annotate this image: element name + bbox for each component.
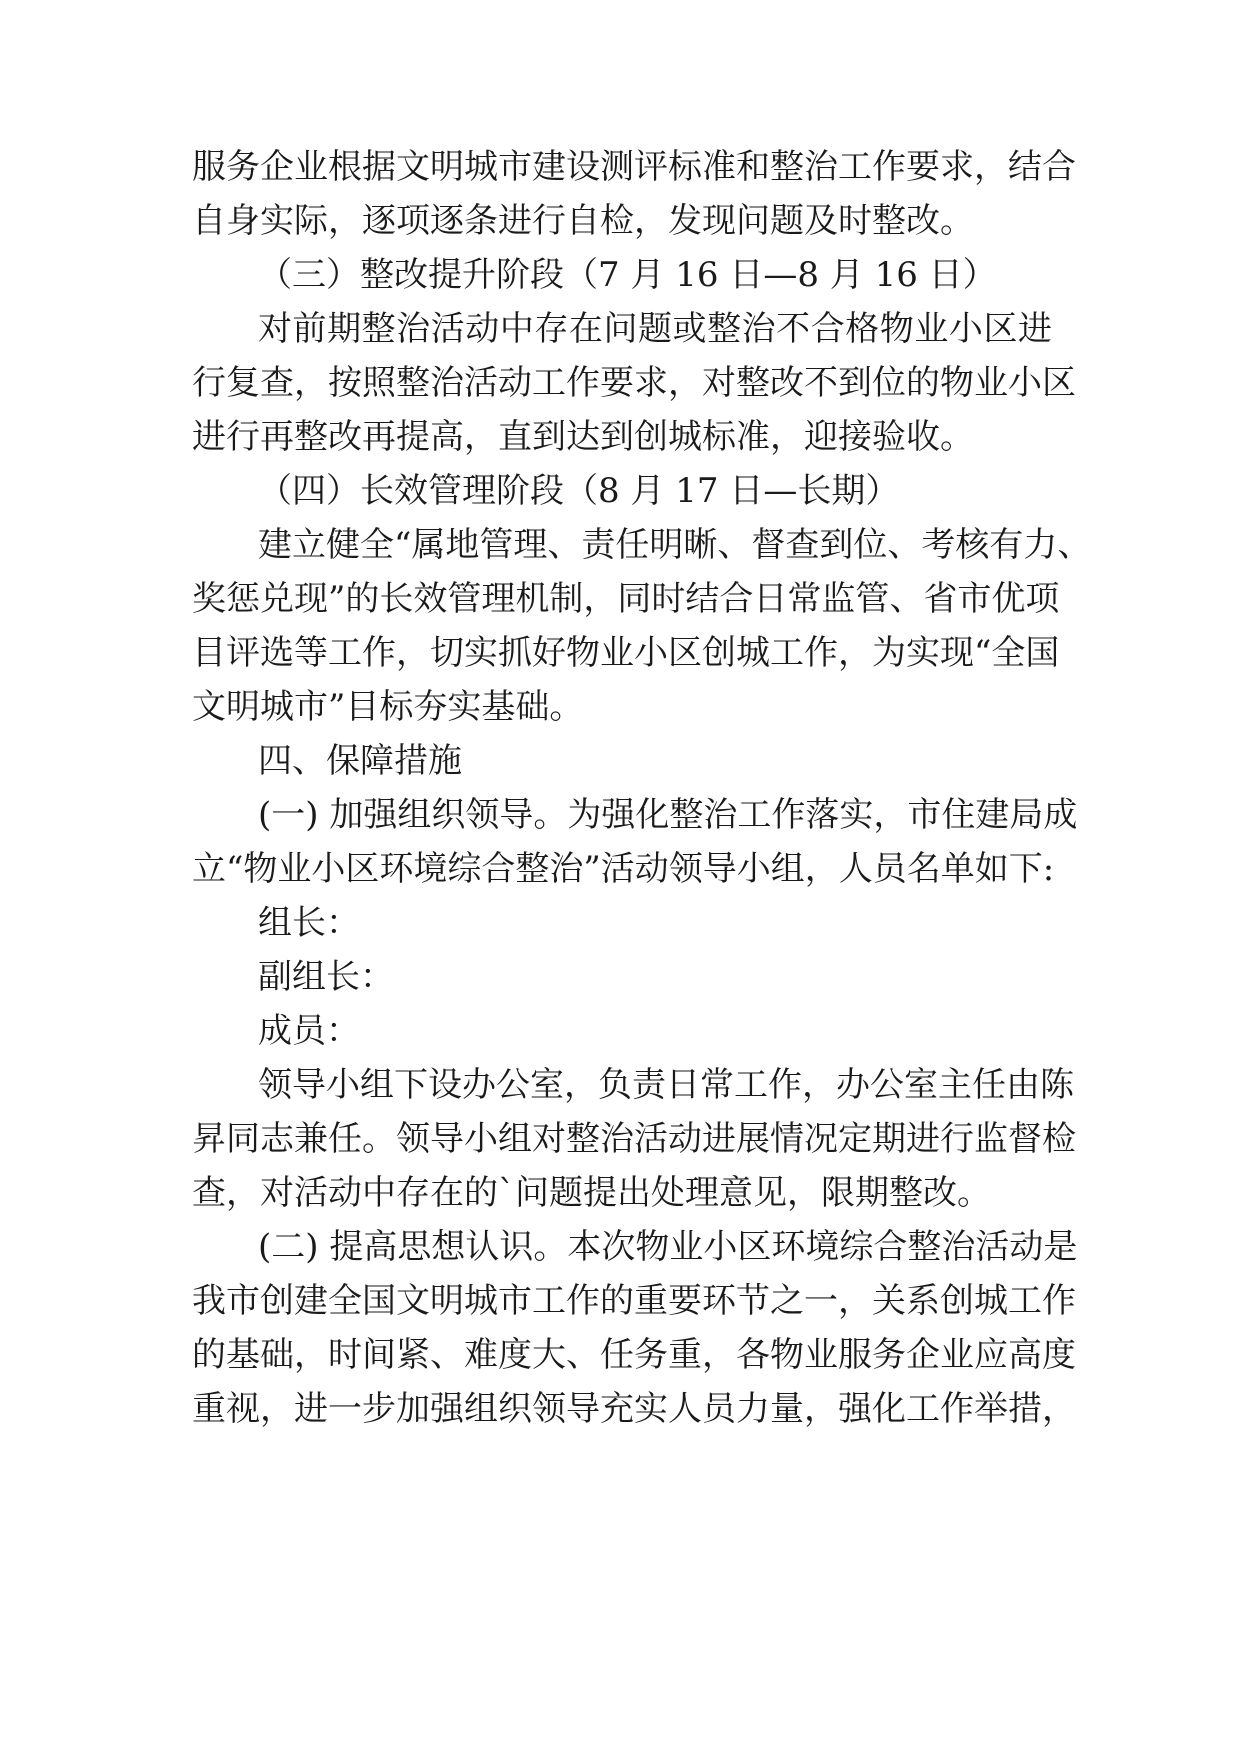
paragraph-line: 奖惩兑现”的长效管理机制，同时结合日常监管、省市优项: [192, 579, 1060, 619]
paragraph-line: 立“物业小区环境综合整治”活动领导小组，人员名单如下:: [192, 849, 1055, 889]
paragraph-line: 进行再整改再提高，直到达到创城标准，迎接验收。: [192, 417, 974, 457]
paragraph-line: (一) 加强组织领导。为强化整治工作落实，市住建局成: [258, 795, 1078, 835]
paragraph-line: 昇同志兼任。领导小组对整治活动进展情况定期进行监督检: [192, 1119, 1076, 1159]
paragraph-line: 服务企业根据文明城市建设测评标准和整治工作要求，结合: [192, 147, 1076, 187]
member-label: 组长：: [258, 903, 360, 943]
member-label: 副组长：: [258, 957, 394, 997]
paragraph-line: (二) 提高思想认识。本次物业小区环境综合整治活动是: [258, 1227, 1078, 1267]
paragraph-line: 目评选等工作，切实抓好物业小区创城工作，为实现“全国: [192, 633, 1060, 673]
paragraph-line: 建立健全“属地管理、责任明晰、督查到位、考核有力、: [258, 525, 1092, 565]
paragraph-line: 重视，进一步加强组织领导充实人员力量，强化工作举措，: [192, 1389, 1076, 1429]
paragraph-line: 行复查，按照整治活动工作要求，对整改不到位的物业小区: [192, 363, 1076, 403]
section-heading: 四、保障措施: [258, 741, 462, 781]
paragraph-line: 领导小组下设办公室，负责日常工作，办公室主任由陈: [258, 1065, 1074, 1105]
section-heading: （三）整改提升阶段（7 月 16 日—8 月 16 日）: [258, 255, 997, 295]
paragraph-line: 文明城市”目标夯实基础。: [192, 687, 584, 727]
member-label: 成员：: [258, 1011, 360, 1051]
paragraph-line: 查，对活动中存在的`问题提出处理意见，限期整改。: [192, 1173, 991, 1213]
paragraph-line: 对前期整治活动中存在问题或整治不合格物业小区进: [258, 309, 1052, 349]
section-heading: （四）长效管理阶段（8 月 17 日—长期）: [258, 471, 900, 511]
paragraph-line: 自身实际，逐项逐条进行自检，发现问题及时整改。: [192, 201, 974, 241]
paragraph-line: 的基础，时间紧、难度大、任务重，各物业服务企业应高度: [192, 1335, 1076, 1375]
paragraph-line: 我市创建全国文明城市工作的重要环节之一，关系创城工作: [192, 1281, 1076, 1321]
